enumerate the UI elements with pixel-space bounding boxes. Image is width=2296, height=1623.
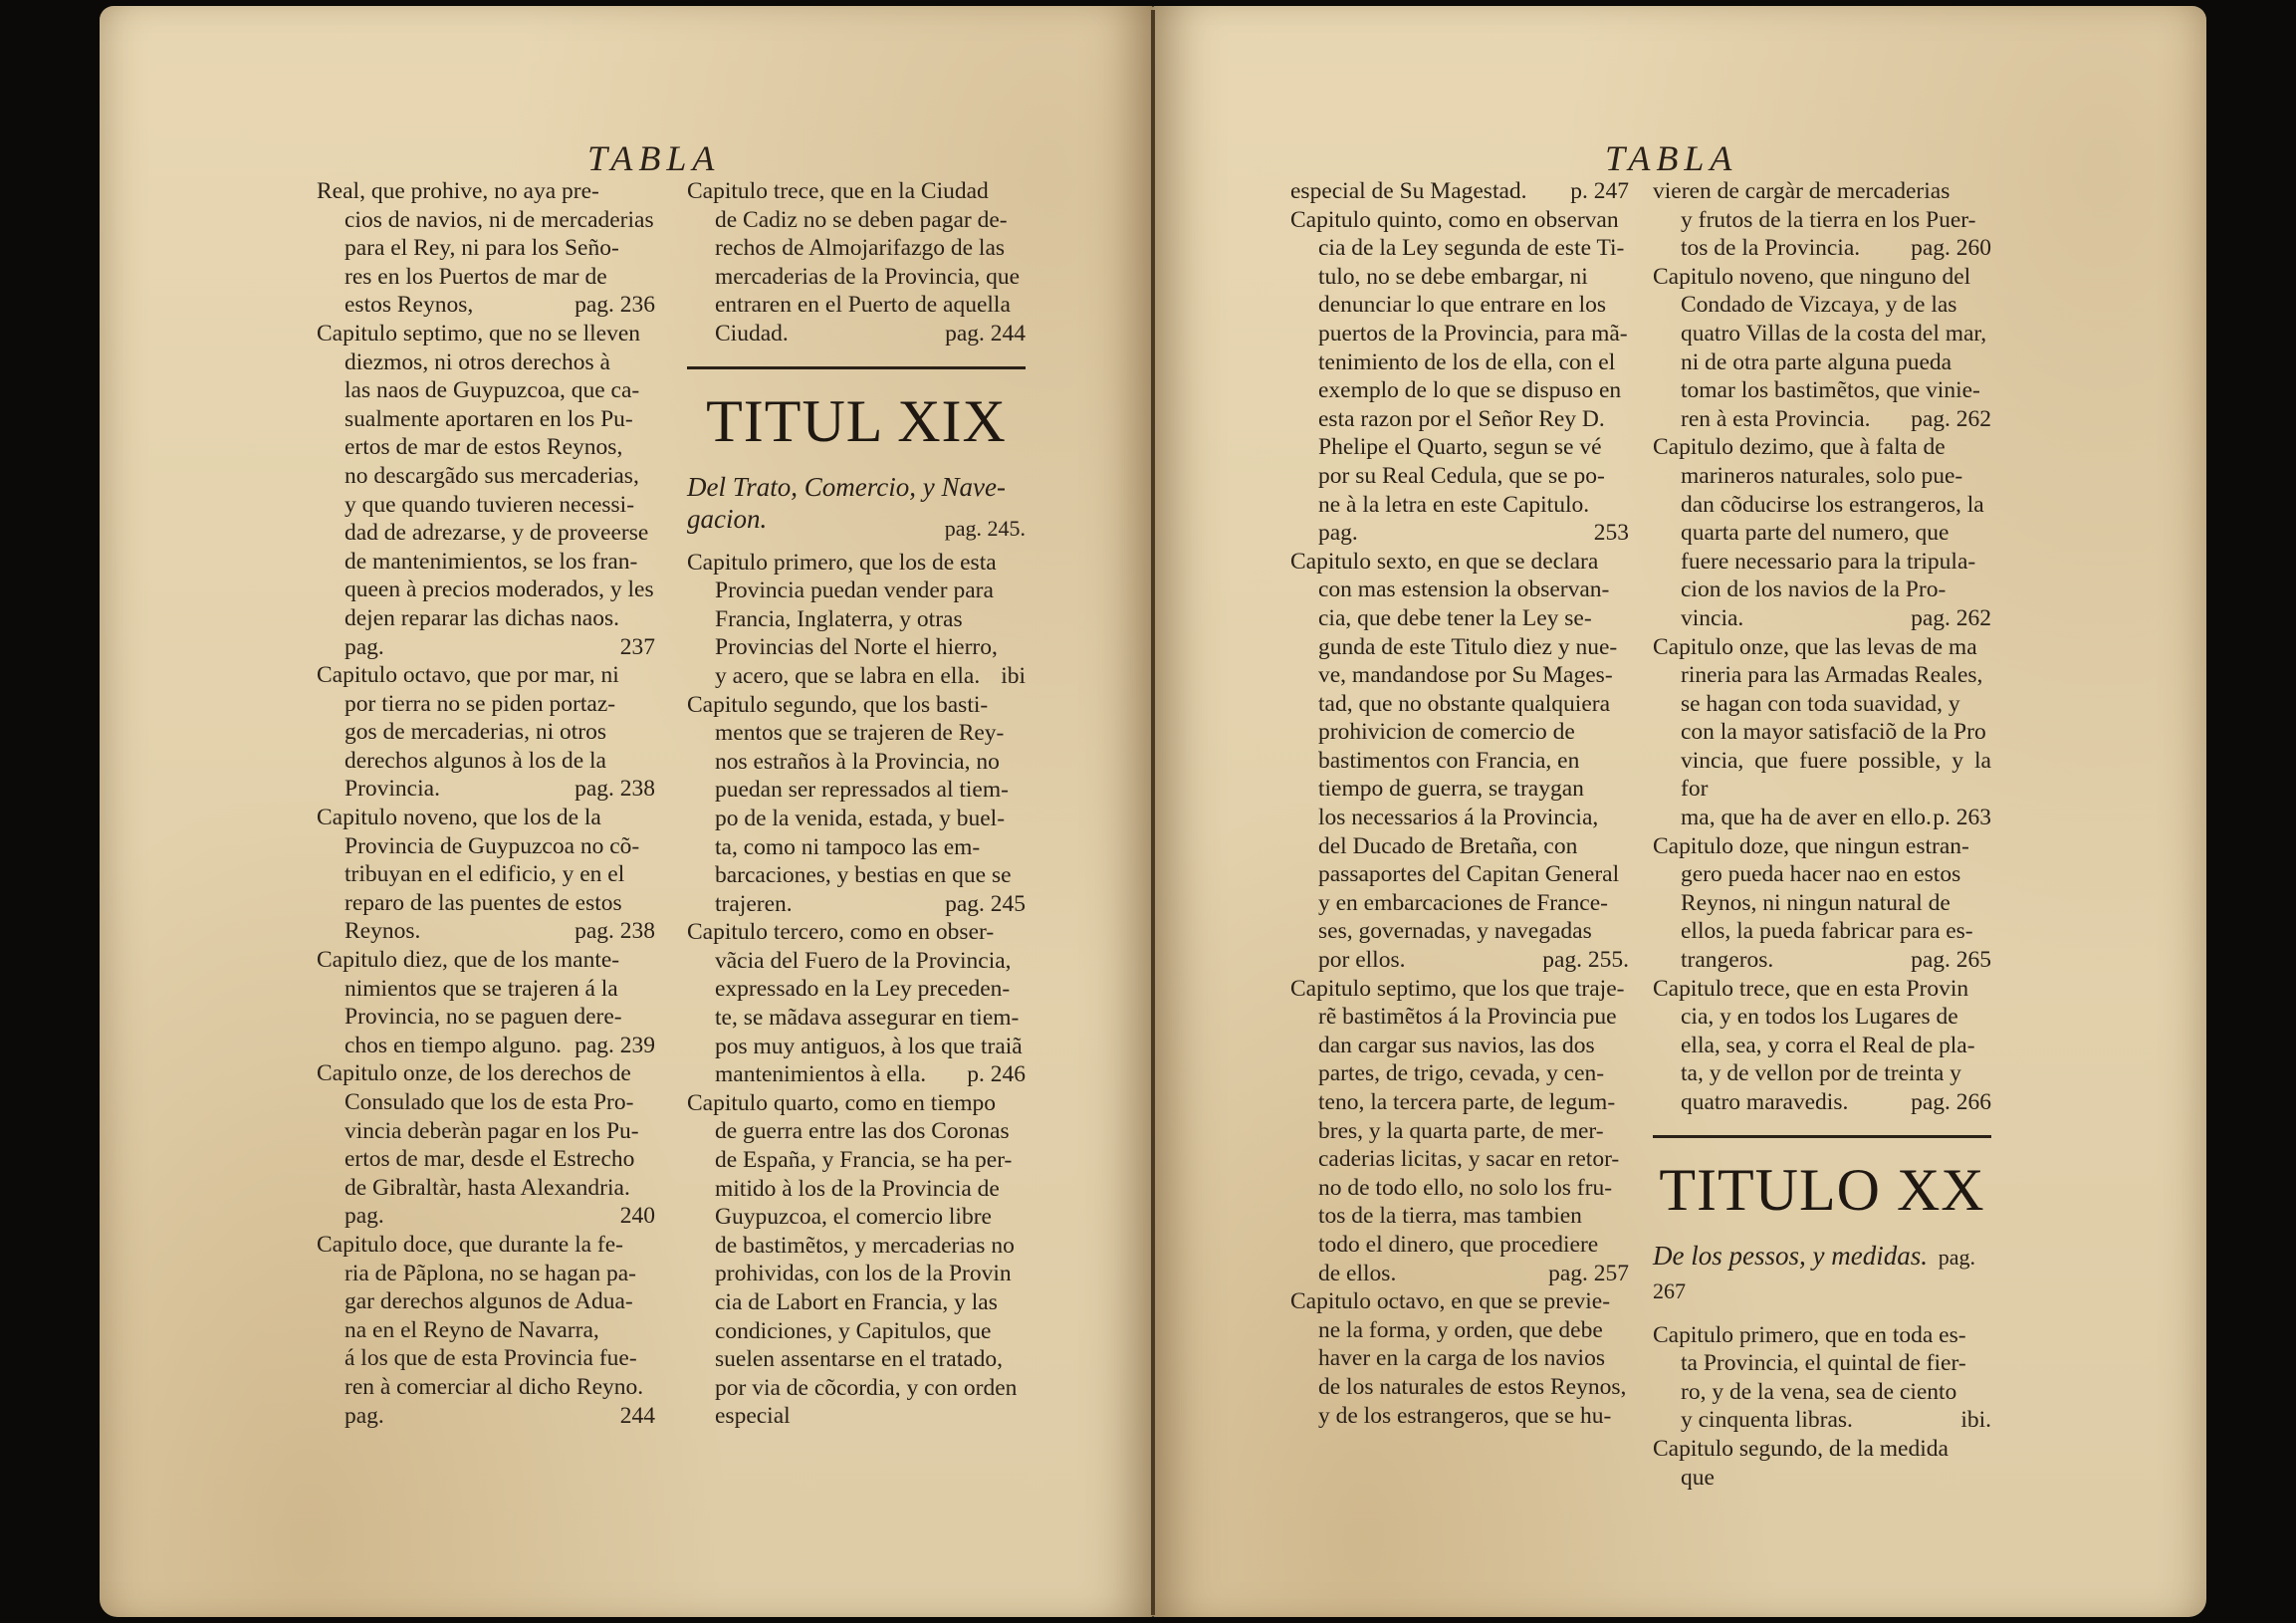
left-page-column-1 [317, 177, 655, 1430]
toc-entry [1290, 548, 1629, 975]
toc-entry-text: Capitulo octavo, en que se previe- ne la forma, y orden, que debe haver en la carga de los navios de los naturales de estos Reynos, y de los estrangeros, que se hu- [1290, 1288, 1627, 1429]
toc-entry-page-ref: pag. 238 [574, 776, 655, 803]
toc-entry-page-ref: pag. 244 [945, 320, 1026, 347]
section-page-ref: pag. 245. [944, 515, 1026, 541]
toc-entry [317, 1231, 655, 1430]
toc-entry-text: Capitulo diez, que de los mante- nimientos que se trajeren á la Provincia, no se paguen dere- chos en tiempo alguno. [317, 947, 622, 1058]
toc-entry-text: Capitulo sexto, en que se declara con mas estension la observan- cia, que debe tener la Ley se- gunda de este Titulo diez y nue- ve, mandandose por Su Mages- tad, que no obstante qualquiera prohivicion de comercio de bastimentos con Francia, en tiempo de guerra, se traygan los necessarios á la Provincia, del Ducado de Bretaña, con passaportes del Capitan General y en embarcaciones de France- ses, governadas, y navegadas por ellos. [1290, 548, 1620, 974]
toc-entry [1290, 206, 1629, 548]
toc-entry-text: Capitulo dezimo, que à falta de marineros naturales, solo pue- dan cõducirse los estrangeros, la quarta parte del numero, que fuere necessario para la tripula- cion de los navios de la Pro- vincia. [1653, 434, 1984, 631]
toc-entry-page-ref: pag. 255. [1542, 947, 1629, 974]
toc-entry-text: Capitulo trece, que en esta Provin cia, y en todos los Lugares de ella, sea, y corra el Real de pla- ta, y de vellon por de treinta y quatro maravedis. [1653, 975, 1975, 1115]
toc-entry [1653, 832, 1991, 975]
toc-entry-page-ref: ibi. [1960, 1407, 1991, 1434]
toc-entry [317, 804, 655, 946]
section-page-ref: pag. 267 [1653, 1244, 1975, 1303]
right-running-head: TABLA [1605, 138, 1738, 178]
section-subtitle-text: De los pessos, y medidas. [1653, 1240, 1928, 1271]
section-rule [687, 366, 1026, 369]
toc-entry [1653, 263, 1991, 434]
section-subtitle [1653, 1240, 1991, 1307]
toc-entry [1290, 177, 1629, 206]
toc-entry-text: vieren de cargàr de mercaderias y frutos de la tierra en los Puer- tos de la Provincia. [1653, 178, 1976, 262]
left-page-column-2 [687, 177, 1026, 1430]
toc-entry-page-ref: pag. 257 [1548, 1260, 1629, 1286]
toc-entry-text: Capitulo trece, que en la Ciudad de Cadiz no se deben pagar de- rechos de Almojarifazgo de las mercaderias de la Provincia, que entraren en el Puerto de aquella Ciudad. [687, 178, 1021, 347]
section-rule [1653, 1135, 1991, 1138]
toc-entry [317, 177, 655, 320]
toc-entry [687, 918, 1026, 1089]
toc-entry-page-ref: 244 [619, 1402, 655, 1429]
toc-entry-page-ref: 253 [1593, 520, 1629, 547]
toc-entry-text: Capitulo septimo, que los que traje- rẽ bastimẽtos á la Provincia pue dan cargar sus navios, las dos partes, de trigo, cevada, y cen- teno, la tercera parte, de legum- bres, y la quarta parte, de mer- caderias licitas, y sacar en retor- no de todo ello, no solo los fru- tos de la tierra, mas tambien todo el dinero, que procediere de ellos. [1290, 975, 1625, 1286]
toc-entry-text: Capitulo noveno, que ninguno del Condado de Vizcaya, y de las quatro Villas de la costa del mar, ni de otra parte alguna pueda tomar los bastimẽtos, que vinie- ren à esta Provincia. [1653, 263, 1987, 432]
toc-entry-page-ref: pag. 265 [1911, 947, 1991, 974]
toc-entry-page-ref: pag. 245 [945, 890, 1026, 917]
right-column-2-top-entries [1653, 177, 1991, 1117]
toc-entry-text: Capitulo noveno, que los de la Provincia de Guypuzcoa no cõ- tribuyan en el edificio, y en el reparo de las puentes de estos Reynos. [317, 805, 640, 945]
toc-entry [317, 320, 655, 661]
toc-entry-page-ref: pag. 238 [574, 918, 655, 945]
toc-entry-text: Capitulo tercero, como en obser- vãcia del Fuero de la Provincia, expressado en la Ley preceden- te, se mãdava assegurar en tiem- pos muy antiguos, à los que traiã mantenimientos à ella. [687, 919, 1023, 1088]
toc-entry-text: Capitulo doze, que ningun estran- gero pueda hacer nao en estos Reynos, ni ningun natural de ellos, la pueda fabricar para es- trangeros. [1653, 832, 1973, 974]
toc-entry-page-ref: 240 [619, 1203, 655, 1230]
section-heading: TITULO XX [1659, 1156, 1985, 1223]
toc-entry-text: Capitulo octavo, que por mar, ni por tierra no se piden portaz- gos de mercaderias, ni otros derechos algunos à los de la Provincia. [317, 662, 619, 803]
toc-entry-page-ref: p. 247 [1570, 178, 1629, 204]
toc-entry-text: Capitulo segundo, de la medida que [1653, 1435, 1949, 1491]
toc-entry [317, 1059, 655, 1231]
toc-entry-text: Capitulo primero, que los de esta Provincia puedan vender para Francia, Inglaterra, y otras Provincias del Norte el hierro, y acero, que se labra en ella. [687, 549, 998, 689]
section-subtitle-text: Del Trato, Comercio, y Nave- gacion. [687, 471, 1006, 534]
toc-entry-page-ref: pag. 236 [574, 292, 655, 319]
toc-entry-page-ref: pag. 260 [1911, 235, 1991, 262]
toc-entry-page-ref: p. 246 [967, 1061, 1026, 1088]
toc-entry-text: Capitulo doce, que durante la fe- ria de Pãplona, no se hagan pa- gar derechos algunos de Adua- na en el Reyno de Navarra, á los que de esta Provincia fue- ren à comerciar al dicho Reyno. pag. [317, 1231, 644, 1429]
section-subtitle [687, 471, 1026, 541]
toc-entry-page-ref: pag. 239 [574, 1032, 655, 1058]
toc-entry-page-ref: pag. 262 [1911, 604, 1991, 631]
toc-entry-text: Capitulo quarto, como en tiempo de guerra entre las dos Coronas de España, y Francia, se ha per- mitido à los de la Provincia de Guypuzcoa, el comercio libre de bastimẽtos, y mercaderias no prohividas, con los de la Provin cia de Labort en Francia, y las condiciones, y Capitulos, que suelen assentarse en el tratado, por via de cõcordia, y con orden especial [687, 1089, 1018, 1430]
left-column-2-bottom-entries [687, 549, 1026, 1431]
toc-entry-text: Real, que prohive, no aya pre- cios de navios, ni de mercaderias para el Rey, ni para los Seño- res en los Puertos de mar de estos Reynos, [317, 178, 654, 319]
section-heading: TITUL XIX [706, 387, 1007, 454]
toc-entry [687, 177, 1026, 348]
toc-entry-page-ref: ibi [1001, 662, 1026, 689]
right-column-2-bottom-entries [1653, 1321, 1991, 1493]
toc-entry-text: Capitulo segundo, que los basti- mentos que se trajeren de Rey- nos estraños à la Provincia, no puedan ser repressados al tiem- po de la venida, estada, y buel- ta, como ni tampoco las em- barcaciones, y bestias en que se trajeren. [687, 691, 1012, 917]
toc-entry [1653, 433, 1991, 632]
toc-entry-text: Capitulo quinto, como en observan cia de la Ley segunda de este Ti- tulo, no se debe embargar, ni denunciar lo que entrare en los puertos de la Provincia, para mã- tenimiento de los de ella, con el exemplo de lo que se dispuso en esta razon por el Señor Rey D. Phelipe el Quarto, segun se vé por su Real Cedula, que se po- ne à la letra en este Capitulo. pag. [1290, 206, 1628, 547]
left-column-2-top-entries [687, 177, 1026, 348]
toc-entry-page-ref: p. 263 [1933, 805, 1991, 831]
toc-entry [1653, 975, 1991, 1117]
toc-entry-page-ref: pag. 266 [1911, 1089, 1991, 1115]
toc-entry-text: Capitulo septimo, que no se lleven diezmos, ni otros derechos à las naos de Guypuzcoa, que ca- sualmente aportaren en los Pu- ertos de mar de estos Reynos, no descargãdo sus mercaderias, y que quando tuvieren necessi- dad de adrezarse, y de proveerse de mantenimientos, se los fran- queen à precios moderados, y les dejen reparar las dichas naos. pag. [317, 320, 654, 660]
toc-entry [317, 661, 655, 804]
right-page-column-2 [1653, 177, 1991, 1491]
toc-entry-text: Capitulo onze, que las levas de ma rineria para las Armadas Reales, se hagan con toda suavidad, y con la mayor satisfaciõ de la Pro vincia, que fuere possible, y la for ma, que ha de aver en ello. [1653, 633, 1991, 831]
toc-entry-page-ref: 237 [619, 633, 655, 660]
toc-entry [687, 1089, 1026, 1431]
toc-entry [1290, 1287, 1629, 1430]
toc-entry [1290, 975, 1629, 1288]
toc-entry-text: Capitulo onze, de los derechos de Consulado que los de esta Pro- vincia deberàn pagar en los Pu- ertos de mar, desde el Estrecho de Gibraltàr, hasta Alexandria. pag. [317, 1060, 639, 1230]
book-gutter [1151, 10, 1155, 1615]
toc-entry [1653, 633, 1991, 832]
toc-entry [687, 691, 1026, 919]
toc-entry-text: especial de Su Magestad. [1290, 178, 1527, 204]
toc-entry-page-ref: pag. 262 [1911, 405, 1991, 432]
toc-entry [687, 549, 1026, 691]
toc-entry [1653, 1435, 1991, 1492]
toc-entry [1653, 177, 1991, 263]
left-running-head: TABLA [587, 138, 721, 178]
toc-entry-text: Capitulo primero, que en toda es- ta Provincia, el quintal de fier- ro, y de la vena, sea de ciento y cinquenta libras. [1653, 1321, 1966, 1434]
toc-entry [317, 946, 655, 1059]
toc-entry [1653, 1321, 1991, 1435]
right-page-column-1 [1290, 177, 1629, 1429]
